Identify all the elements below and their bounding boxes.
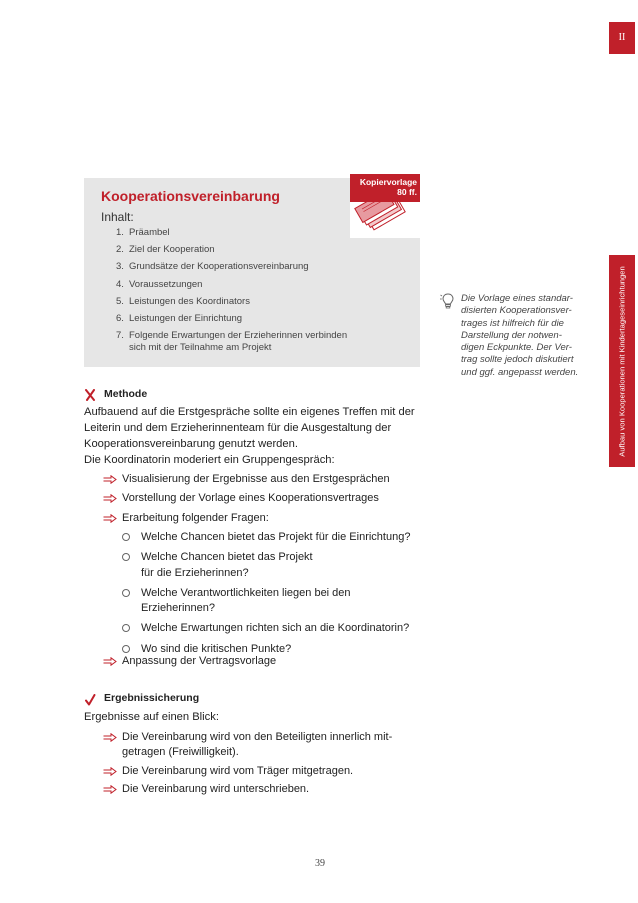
- arrow-icon: [103, 494, 117, 503]
- contents-list: [116, 227, 349, 359]
- list-item: 5. Leistungen des Koordinators: [116, 295, 250, 307]
- result-item: Die Vereinbarung wird von den Beteiligten innerlich mit-getragen (Freiwilligkeit).: [103, 730, 423, 761]
- list-item: 3. Grundsätze der Kooperationsvereinbarung: [116, 261, 309, 273]
- list-item: 1. Präambel: [116, 227, 170, 238]
- inhalt-label: Inhalt:: [101, 210, 134, 224]
- arrow-icon: [103, 475, 117, 484]
- methode-title: Methode: [104, 388, 148, 400]
- cross-icon: [84, 389, 96, 401]
- list-item: 7. Folgende Erwartungen der Erzieherinnen verbinden sich mit der Teilnahme am Projekt: [116, 330, 348, 354]
- chapter-tab: II: [609, 22, 635, 54]
- question-item: Welche Chancen bietet das Projekt für die Einrichtung?: [122, 530, 427, 545]
- arrow-icon: [103, 767, 117, 776]
- step-item: Visualisierung der Ergebnisse aus den Erstgesprächen: [103, 472, 428, 487]
- note-line: Darstellung der notwen-: [461, 329, 562, 341]
- result-item: Die Vereinbarung wird unterschrieben.: [103, 782, 423, 797]
- circle-bullet-icon: [122, 553, 130, 561]
- step-item: Anpassung der Vertragsvorlage: [103, 654, 423, 669]
- arrow-icon: [103, 733, 117, 742]
- question-item: Welche Chancen bietet das Projekt für die Erzieherinnen?: [122, 550, 427, 581]
- methode-steps: [103, 472, 428, 530]
- methode-intro: Aufbauend auf die Erstgespräche sollte ein eigenes Treffen mit der Leiterin und dem Erzieherinnenteam für die Ausgestaltung der Kooperationsvereinbarung genutzt werden.: [84, 406, 415, 450]
- kopiervorlage-label: Kopiervorlage 80 ff.: [350, 174, 420, 202]
- step-item: Vorstellung der Vorlage eines Kooperationsvertrages: [103, 491, 428, 506]
- note-line: Die Vorlage eines standar-: [461, 293, 573, 304]
- arrow-icon: [103, 657, 117, 666]
- box-title: Kooperationsvereinbarung: [101, 188, 280, 204]
- methode-lead: Die Koordinatorin moderiert ein Gruppengespräch:: [84, 454, 335, 466]
- list-item: 6. Leistungen der Einrichtung: [116, 312, 243, 324]
- result-item: Die Vereinbarung wird vom Träger mitgetragen.: [103, 764, 423, 779]
- question-item: Wo sind die kritischen Punkte?: [122, 642, 427, 657]
- question-item: Welche Verantwortlichkeiten liegen bei den Erzieherinnen?: [122, 586, 427, 617]
- list-item: 2. Ziel der Kooperation: [116, 244, 215, 256]
- circle-bullet-icon: [122, 624, 130, 632]
- questions-list: [122, 530, 427, 657]
- side-note: [461, 293, 589, 379]
- circle-bullet-icon: [122, 645, 130, 653]
- page-number: 39: [315, 858, 325, 869]
- ergebnis-list: [103, 730, 423, 797]
- note-line: trag sollte jedoch diskutiert: [461, 354, 574, 366]
- section-tab: [609, 255, 635, 467]
- note-line: trages ist hilfreich für die: [461, 317, 564, 329]
- note-line: digen Eckpunkte. Der Ver-: [461, 342, 572, 354]
- step-item: Erarbeitung folgender Fragen:: [103, 511, 428, 526]
- arrow-icon: [103, 785, 117, 794]
- note-line: und ggf. angepasst werden.: [461, 366, 579, 378]
- ergebnis-lead: Ergebnisse auf einen Blick:: [84, 711, 219, 723]
- note-line: disierten Kooperationsver-: [461, 305, 572, 317]
- arrow-icon: [103, 514, 117, 523]
- ergebnis-title: Ergebnissicherung: [104, 692, 200, 704]
- circle-bullet-icon: [122, 533, 130, 541]
- lightbulb-icon: [440, 292, 456, 310]
- checkmark-icon: [84, 694, 96, 706]
- section-tab-label: Aufbau von Kooperationen mit Kindertageseinrichtungen: [617, 265, 627, 457]
- list-item: 4. Voraussetzungen: [116, 278, 203, 290]
- circle-bullet-icon: [122, 589, 130, 597]
- question-item: Welche Erwartungen richten sich an die Koordinatorin?: [122, 621, 427, 636]
